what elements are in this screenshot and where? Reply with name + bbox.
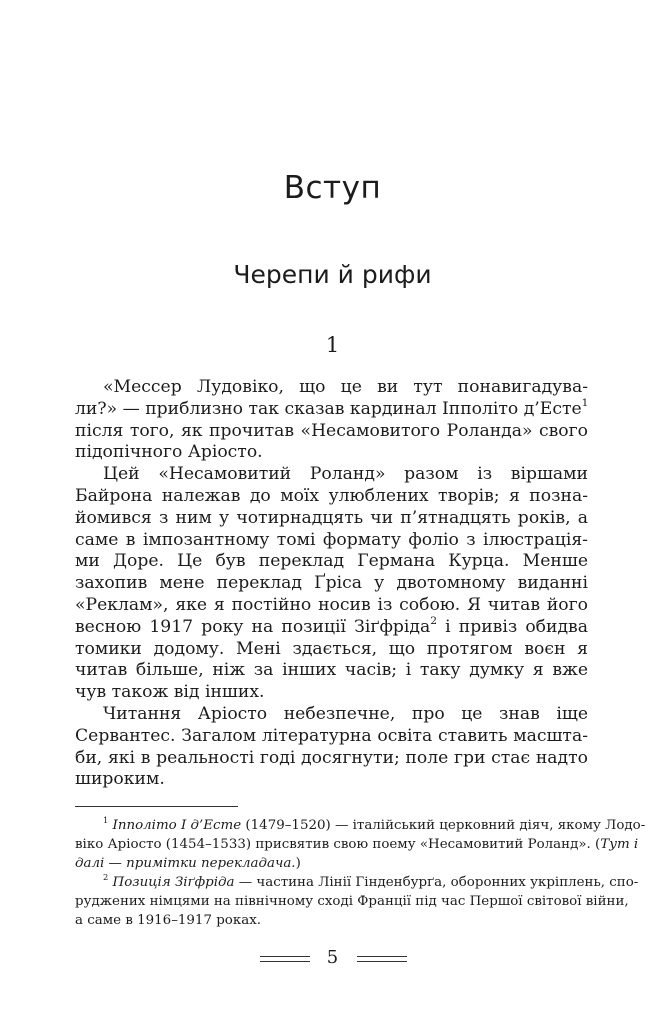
- footnote-ref-1: 1: [581, 396, 589, 409]
- body-line: читав більше, ніж за інших часів; і таку думку я вже: [75, 660, 588, 681]
- body-line: Цей «Несамовитий Роланд» разом із віршами: [103, 464, 588, 485]
- footnote-line: [75, 835, 639, 854]
- page-footer: [0, 946, 665, 970]
- body-line: чув також від інших.: [75, 682, 265, 703]
- folio-ornament-right: [357, 956, 407, 962]
- footnote-line: руджених німцями на північному сході Франції під час Першої світової війни,: [75, 894, 629, 909]
- body-line: широким.: [75, 769, 165, 790]
- body-line: [75, 613, 588, 639]
- footnote-text-italic: далі — примітки перекладача.: [75, 856, 296, 871]
- footnote-text: (1479–1520) — італійський церковний діяч, якому Лодо-: [241, 818, 646, 833]
- body-line: саме в імпозантному томі формату фоліо з ілюстрація-: [75, 529, 588, 550]
- section-number: 1: [325, 333, 340, 357]
- footnote-term: Іпполіто I д’Есте: [112, 818, 242, 833]
- body-line-text: ли?» — приблизно так сказав кардинал Іпполіто д’Есте: [75, 398, 582, 419]
- body-line: захопив мене переклад Ґріса у двотомному виданні: [75, 573, 588, 594]
- body-line: [75, 396, 589, 421]
- footnote-text-italic: Тут і: [600, 837, 639, 852]
- chapter-title: Вступ: [283, 170, 382, 206]
- body-line: би, які в реальності годі досягнути; поле гри стає надто: [75, 747, 588, 768]
- body-line: ми Доре. Це був переклад Германа Курца. Менше: [75, 551, 588, 572]
- footnote-ref-2: 2: [430, 613, 438, 627]
- footnotes: [75, 814, 646, 930]
- footnote-text: ): [295, 856, 301, 871]
- body-line: томики додому. Мені здається, що протягом воєн я: [75, 638, 588, 659]
- footnote-line: а саме в 1916–1917 роках.: [75, 913, 262, 928]
- body-text: [75, 377, 588, 791]
- footnote-2: [75, 871, 639, 892]
- footnote-1: [75, 814, 646, 835]
- body-line: Сервантес. Загалом літературна освіта ставить масшта-: [75, 725, 588, 746]
- page-number: 5: [326, 947, 339, 968]
- body-line-tail: і привіз обидва: [437, 616, 588, 637]
- section-title: Черепи й рифи: [233, 260, 432, 289]
- footnote-term: Позиція Зіґфріда: [112, 875, 235, 890]
- body-line: «Мессер Лудовіко, що це ви тут понавигадува-: [103, 377, 588, 397]
- body-line: Байрона належав до моїх улюблених творів; я позна-: [75, 485, 588, 506]
- body-line: підопічного Аріосто.: [75, 442, 263, 463]
- body-line-text: весною 1917 року на позиції Зіґфріда: [75, 616, 431, 637]
- footnote-text: — частина Лінії Гінденбурґа, оборонних укріплень, спо-: [234, 875, 639, 890]
- footnote-text: віко Аріосто (1454–1533) присвятив свою поему «Несамовитий Роланд». (: [75, 837, 601, 852]
- footnote-mark: 1: [103, 814, 109, 825]
- body-line: Читання Аріосто небезпечне, про це знав іще: [103, 703, 588, 724]
- body-line: йомився з ним у чотирнадцять чи п’ятнадцять років, а: [75, 507, 588, 528]
- footnote-line: [75, 854, 588, 873]
- body-line: після того, як прочитав «Несамовитого Роланда» свого: [75, 420, 588, 441]
- footnote-divider: [75, 806, 238, 807]
- body-line: «Реклам», яке я постійно носив із собою. Я читав його: [75, 594, 588, 615]
- footnote-mark: 2: [103, 871, 109, 882]
